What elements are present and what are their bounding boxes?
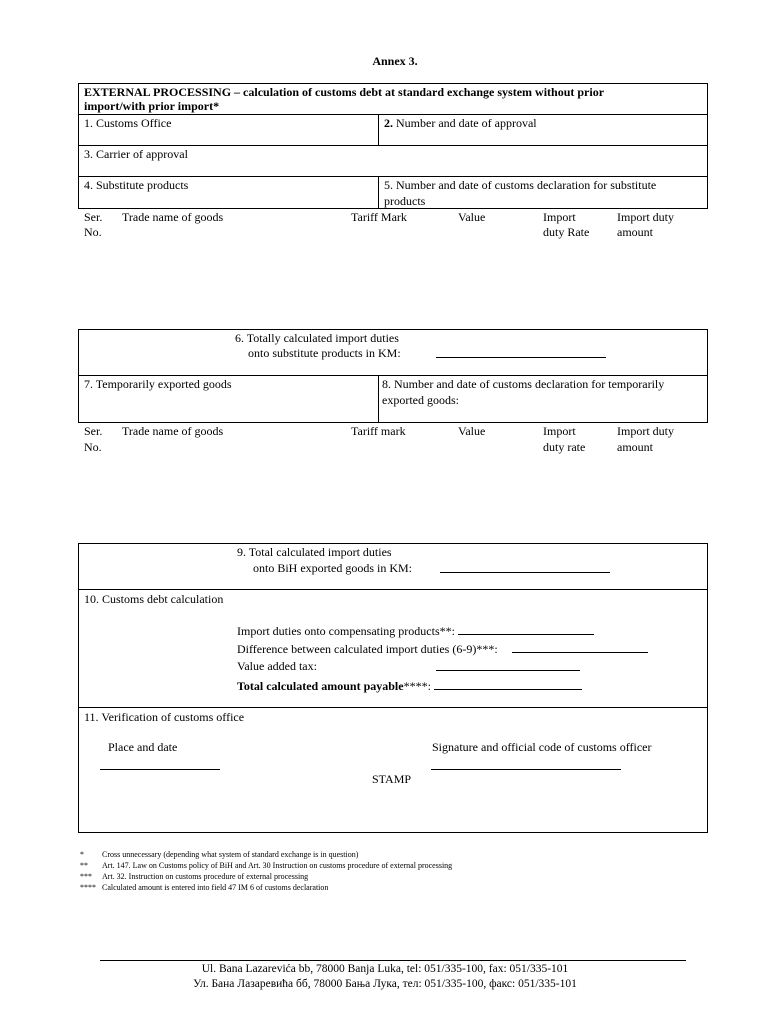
vat-input[interactable] <box>436 659 580 675</box>
calc-total-label: Total calculated amount payable <box>237 679 404 693</box>
col-ser: Ser. <box>84 210 103 224</box>
place-date-label: Place and date <box>108 740 178 754</box>
field-substitute-declaration-cont: products <box>384 194 426 208</box>
field-total-substitute-cont: onto substitute products in KM: <box>248 346 401 360</box>
field-approval[interactable] <box>384 116 537 131</box>
col-rate: Import <box>543 424 576 438</box>
footnote-mark: **** <box>80 883 96 892</box>
divider <box>78 176 708 177</box>
divider <box>78 114 708 115</box>
footnote-mark: * <box>80 850 84 859</box>
footnote-text: Calculated amount is entered into field 47 IM 6 of customs declaration <box>102 883 329 892</box>
stamp-label: STAMP <box>372 772 412 786</box>
footnote-text: Cross unnecessary (depending what system of standard exchange is in question) <box>102 850 359 859</box>
field-approval-number: 2. <box>384 116 393 130</box>
compensating-input[interactable] <box>458 623 594 635</box>
calc-difference-label: Difference between calculated import duties (6-9)***: <box>237 642 498 656</box>
field-temp-declaration[interactable]: 8. Number and date of customs declaration for temporarily <box>382 377 665 391</box>
form-title-cont: import/with prior import* <box>84 99 220 113</box>
field-temp-exported[interactable]: 7. Temporarily exported goods <box>84 377 232 391</box>
col-duty-cont: amount <box>617 225 653 239</box>
field-verification: 11. Verification of customs office <box>84 710 245 724</box>
col-ser-no: No. <box>84 225 102 239</box>
field-total-exported: 9. Total calculated import duties <box>237 545 392 559</box>
field-temp-declaration-cont: exported goods: <box>382 393 459 407</box>
field-customs-debt: 10. Customs debt calculation <box>84 592 224 606</box>
difference-input[interactable] <box>512 641 648 653</box>
col-tariff: Tariff mark <box>351 424 406 438</box>
divider <box>78 707 708 708</box>
divider <box>378 176 379 209</box>
col-duty: Import duty <box>617 210 674 224</box>
divider <box>78 375 708 376</box>
calc-compensating-label: Import duties onto compensating products**: <box>237 624 455 638</box>
col-tariff: Tariff Mark <box>351 210 407 224</box>
footnote-mark: *** <box>80 872 92 881</box>
field-carrier[interactable]: 3. Carrier of approval <box>84 147 188 161</box>
form-title: EXTERNAL PROCESSING – calculation of customs debt at standard exchange system without prior <box>84 85 605 99</box>
footnote-mark: ** <box>80 861 88 870</box>
footer-address-cyrillic: Ул. Бана Лазаревића бб, 78000 Бања Лука, тел: 051/335-100, факс: 051/335-101 <box>193 978 577 990</box>
divider <box>78 589 708 590</box>
field-total-exported-cont: onto BiH exported goods in KM: <box>253 561 412 575</box>
signature-input[interactable] <box>431 758 621 774</box>
divider <box>78 145 708 146</box>
calc-total <box>237 678 582 694</box>
calc-compensating <box>237 623 594 639</box>
total-exported-input[interactable] <box>440 561 610 577</box>
field-total-substitute: 6. Totally calculated import duties <box>235 331 399 345</box>
calc-vat: Value added tax: <box>237 659 317 673</box>
calc-total-suffix: ****: <box>403 679 431 693</box>
divider <box>378 375 379 423</box>
col-ser-no: No. <box>84 440 102 454</box>
total-substitute-input[interactable] <box>436 346 606 362</box>
place-date-input[interactable] <box>100 758 220 774</box>
col-duty: Import duty <box>617 424 674 438</box>
col-rate-cont: duty rate <box>543 440 586 454</box>
footnote-text: Art. 147. Law on Customs policy of BiH and Art. 30 Instruction on customs procedure of external processing <box>102 861 453 870</box>
footer-rule <box>100 960 686 961</box>
col-trade-name: Trade name of goods <box>122 424 224 438</box>
field-substitute-declaration[interactable]: 5. Number and date of customs declaration for substitute <box>384 178 657 192</box>
col-rate: Import <box>543 210 576 224</box>
col-trade-name: Trade name of goods <box>122 210 224 224</box>
col-value: Value <box>458 424 486 438</box>
signature-label: Signature and official code of customs officer <box>432 740 652 754</box>
field-customs-office[interactable]: 1. Customs Office <box>84 116 172 130</box>
col-rate-cont: duty Rate <box>543 225 590 239</box>
total-payable-input[interactable] <box>434 678 582 690</box>
field-approval-label: Number and date of approval <box>393 116 537 130</box>
calc-difference <box>237 641 648 657</box>
col-value: Value <box>458 210 486 224</box>
divider <box>378 114 379 145</box>
col-ser: Ser. <box>84 424 103 438</box>
footnote-text: Art. 32. Instruction on customs procedure of external processing <box>102 872 309 881</box>
field-substitute-products[interactable]: 4. Substitute products <box>84 178 189 192</box>
col-duty-cont: amount <box>617 440 653 454</box>
annex-title: Annex 3. <box>372 54 418 68</box>
footer-address-latin: Ul. Bana Lazarevića bb, 78000 Banja Luka, tel: 051/335-100, fax: 051/335-101 <box>201 963 569 975</box>
